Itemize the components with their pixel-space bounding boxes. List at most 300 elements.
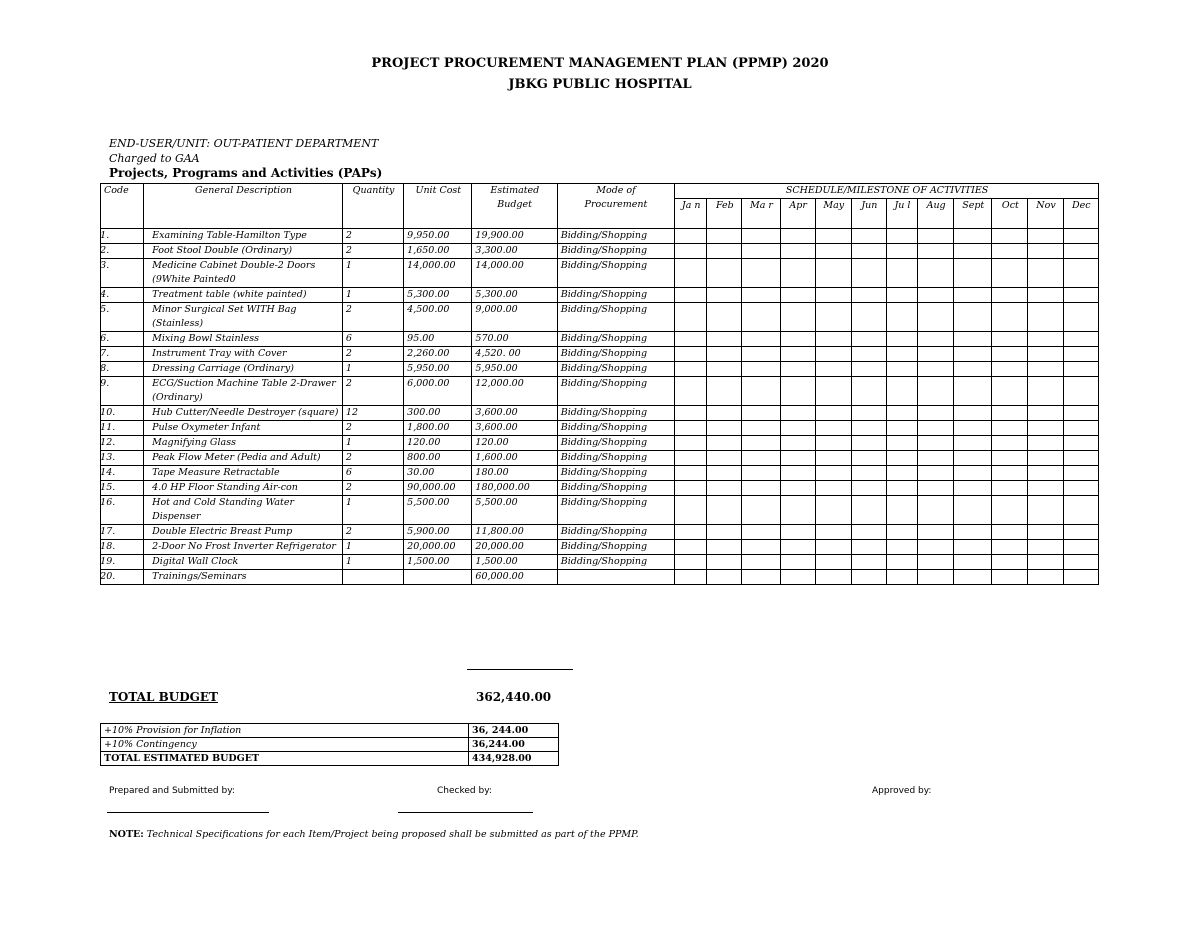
schedule-cell bbox=[886, 570, 917, 585]
schedule-cell bbox=[780, 229, 815, 244]
description-cell bbox=[100, 362, 343, 377]
schedule-cell bbox=[918, 229, 954, 244]
schedule-cell bbox=[707, 332, 742, 347]
header-quantity: Quantity bbox=[342, 184, 403, 229]
schedule-cell bbox=[742, 496, 780, 525]
mode-cell: Bidding/Shopping bbox=[557, 259, 674, 288]
description-cell bbox=[100, 406, 343, 421]
schedule-cell bbox=[780, 303, 815, 332]
item-number: 20. bbox=[100, 571, 116, 582]
budget-cell: 570.00 bbox=[472, 332, 557, 347]
schedule-cell bbox=[886, 332, 917, 347]
item-number: 10. bbox=[100, 407, 116, 418]
summary-row-inflation bbox=[101, 724, 559, 738]
header-estimated-budget: Estimated Budget bbox=[472, 184, 557, 229]
schedule-cell bbox=[1028, 570, 1063, 585]
schedule-cell bbox=[815, 303, 851, 332]
schedule-cell bbox=[675, 555, 707, 570]
schedule-cell bbox=[742, 525, 780, 540]
quantity-cell: 2 bbox=[342, 481, 403, 496]
mode-cell: Bidding/Shopping bbox=[557, 288, 674, 303]
schedule-cell bbox=[1028, 436, 1063, 451]
item-description: Hot and Cold Standing Water Dispenser bbox=[152, 497, 295, 522]
unit-cost-cell: 14,000.00 bbox=[404, 259, 472, 288]
schedule-cell bbox=[1063, 347, 1098, 362]
summary-value: 36, 244.00 bbox=[469, 724, 559, 738]
schedule-cell bbox=[815, 362, 851, 377]
schedule-cell bbox=[1028, 332, 1063, 347]
description-cell bbox=[100, 466, 343, 481]
schedule-cell bbox=[886, 555, 917, 570]
schedule-cell bbox=[851, 436, 886, 451]
mode-cell: Bidding/Shopping bbox=[557, 244, 674, 259]
summary-table bbox=[100, 723, 559, 766]
mode-cell: Bidding/Shopping bbox=[557, 555, 674, 570]
mode-cell: Bidding/Shopping bbox=[557, 406, 674, 421]
item-description: Examining Table-Hamilton Type bbox=[152, 230, 307, 241]
schedule-cell bbox=[886, 466, 917, 481]
schedule-cell bbox=[992, 540, 1028, 555]
mode-cell: Bidding/Shopping bbox=[557, 303, 674, 332]
quantity-cell: 2 bbox=[342, 303, 403, 332]
budget-cell: 1,600.00 bbox=[472, 451, 557, 466]
unit-cost-cell: 5,950.00 bbox=[404, 362, 472, 377]
schedule-cell bbox=[1028, 288, 1063, 303]
schedule-cell bbox=[815, 570, 851, 585]
schedule-cell bbox=[992, 496, 1028, 525]
quantity-cell: 1 bbox=[342, 496, 403, 525]
schedule-cell bbox=[780, 525, 815, 540]
table-row bbox=[101, 288, 1099, 303]
schedule-cell bbox=[886, 481, 917, 496]
schedule-cell bbox=[992, 436, 1028, 451]
item-number: 17. bbox=[100, 526, 116, 537]
schedule-cell bbox=[851, 347, 886, 362]
budget-cell: 5,300.00 bbox=[472, 288, 557, 303]
description-cell bbox=[100, 540, 343, 555]
header-month: Jun bbox=[851, 199, 886, 229]
description-cell bbox=[100, 436, 343, 451]
description-cell bbox=[100, 496, 343, 525]
charged-to: Charged to GAA bbox=[109, 152, 200, 165]
schedule-cell bbox=[742, 288, 780, 303]
summary-value: 434,928.00 bbox=[469, 752, 559, 766]
schedule-cell bbox=[815, 288, 851, 303]
checked-by-label: Checked by: bbox=[437, 786, 492, 796]
unit-cost-cell: 800.00 bbox=[404, 451, 472, 466]
mode-cell: Bidding/Shopping bbox=[557, 332, 674, 347]
schedule-cell bbox=[815, 466, 851, 481]
item-description: Magnifying Glass bbox=[152, 437, 236, 448]
schedule-cell bbox=[780, 332, 815, 347]
schedule-cell bbox=[918, 570, 954, 585]
schedule-cell bbox=[815, 481, 851, 496]
item-description: Tape Measure Retractable bbox=[152, 467, 280, 478]
schedule-cell bbox=[780, 496, 815, 525]
schedule-cell bbox=[1063, 451, 1098, 466]
schedule-cell bbox=[992, 466, 1028, 481]
schedule-cell bbox=[918, 259, 954, 288]
table-row bbox=[101, 436, 1099, 451]
schedule-cell bbox=[815, 540, 851, 555]
schedule-cell bbox=[886, 347, 917, 362]
schedule-cell bbox=[815, 244, 851, 259]
schedule-cell bbox=[675, 436, 707, 451]
schedule-cell bbox=[707, 362, 742, 377]
schedule-cell bbox=[992, 570, 1028, 585]
quantity-cell: 1 bbox=[342, 436, 403, 451]
schedule-cell bbox=[992, 421, 1028, 436]
table-row bbox=[101, 421, 1099, 436]
unit-cost-cell: 20,000.00 bbox=[404, 540, 472, 555]
schedule-cell bbox=[851, 244, 886, 259]
schedule-cell bbox=[742, 303, 780, 332]
unit-cost-cell: 30.00 bbox=[404, 466, 472, 481]
description-cell bbox=[100, 347, 343, 362]
schedule-cell bbox=[954, 540, 992, 555]
schedule-cell bbox=[1028, 466, 1063, 481]
schedule-cell bbox=[954, 436, 992, 451]
budget-cell: 3,300.00 bbox=[472, 244, 557, 259]
item-description: Hub Cutter/Needle Destroyer (square) bbox=[152, 407, 339, 418]
schedule-cell bbox=[675, 421, 707, 436]
schedule-cell bbox=[851, 570, 886, 585]
schedule-cell bbox=[992, 244, 1028, 259]
schedule-cell bbox=[780, 570, 815, 585]
item-number: 7. bbox=[100, 348, 110, 359]
schedule-cell bbox=[742, 406, 780, 421]
table-row bbox=[101, 525, 1099, 540]
schedule-cell bbox=[675, 332, 707, 347]
schedule-cell bbox=[851, 362, 886, 377]
budget-cell: 9,000.00 bbox=[472, 303, 557, 332]
table-row bbox=[101, 481, 1099, 496]
note bbox=[109, 829, 639, 840]
schedule-cell bbox=[815, 525, 851, 540]
schedule-cell bbox=[992, 259, 1028, 288]
schedule-cell bbox=[707, 377, 742, 406]
description-cell bbox=[100, 229, 343, 244]
summary-label: TOTAL ESTIMATED BUDGET bbox=[101, 752, 469, 766]
schedule-cell bbox=[707, 466, 742, 481]
header-month: Apr bbox=[780, 199, 815, 229]
header-unit-cost: Unit Cost bbox=[404, 184, 472, 229]
schedule-cell bbox=[886, 451, 917, 466]
schedule-cell bbox=[918, 347, 954, 362]
mode-cell: Bidding/Shopping bbox=[557, 466, 674, 481]
item-number: 14. bbox=[100, 467, 116, 478]
unit-cost-cell: 5,300.00 bbox=[404, 288, 472, 303]
schedule-cell bbox=[707, 244, 742, 259]
header-mode-of-procurement: Mode of Procurement bbox=[557, 184, 674, 229]
paps-heading: Projects, Programs and Activities (PAPs) bbox=[109, 166, 383, 180]
description-cell bbox=[100, 451, 343, 466]
item-number: 2. bbox=[100, 245, 110, 256]
schedule-cell bbox=[675, 288, 707, 303]
schedule-cell bbox=[1063, 466, 1098, 481]
item-number: 1. bbox=[100, 230, 110, 241]
schedule-cell bbox=[742, 362, 780, 377]
budget-cell: 5,500.00 bbox=[472, 496, 557, 525]
table-row bbox=[101, 347, 1099, 362]
schedule-cell bbox=[780, 362, 815, 377]
schedule-cell bbox=[1028, 244, 1063, 259]
schedule-cell bbox=[675, 496, 707, 525]
schedule-cell bbox=[1063, 332, 1098, 347]
header-month: Ma r bbox=[742, 199, 780, 229]
mode-cell: Bidding/Shopping bbox=[557, 481, 674, 496]
schedule-cell bbox=[675, 377, 707, 406]
schedule-cell bbox=[954, 303, 992, 332]
schedule-cell bbox=[954, 288, 992, 303]
table-row bbox=[101, 570, 1099, 585]
quantity-cell: 2 bbox=[342, 451, 403, 466]
schedule-cell bbox=[954, 496, 992, 525]
schedule-cell bbox=[851, 481, 886, 496]
schedule-cell bbox=[742, 332, 780, 347]
item-number: 6. bbox=[100, 333, 110, 344]
schedule-cell bbox=[886, 229, 917, 244]
header-month: Oct bbox=[992, 199, 1028, 229]
schedule-cell bbox=[992, 377, 1028, 406]
approved-by-label: Approved by: bbox=[872, 786, 932, 796]
unit-cost-cell: 5,900.00 bbox=[404, 525, 472, 540]
schedule-cell bbox=[992, 288, 1028, 303]
schedule-cell bbox=[918, 555, 954, 570]
header-month: May bbox=[815, 199, 851, 229]
mode-cell: Bidding/Shopping bbox=[557, 362, 674, 377]
table-row bbox=[101, 362, 1099, 377]
quantity-cell: 2 bbox=[342, 377, 403, 406]
description-cell bbox=[100, 244, 343, 259]
schedule-cell bbox=[954, 466, 992, 481]
description-cell bbox=[100, 555, 343, 570]
schedule-cell bbox=[1028, 555, 1063, 570]
schedule-cell bbox=[918, 540, 954, 555]
unit-cost-cell: 1,800.00 bbox=[404, 421, 472, 436]
item-description: Trainings/Seminars bbox=[152, 571, 247, 582]
schedule-cell bbox=[815, 421, 851, 436]
schedule-cell bbox=[815, 496, 851, 525]
schedule-cell bbox=[675, 303, 707, 332]
schedule-cell bbox=[954, 451, 992, 466]
schedule-cell bbox=[1063, 421, 1098, 436]
item-description: Dressing Carriage (Ordinary) bbox=[152, 363, 294, 374]
description-cell bbox=[100, 421, 343, 436]
schedule-cell bbox=[675, 347, 707, 362]
item-number: 8. bbox=[100, 363, 110, 374]
schedule-cell bbox=[886, 244, 917, 259]
summary-value: 36,244.00 bbox=[469, 738, 559, 752]
table-row bbox=[101, 451, 1099, 466]
schedule-cell bbox=[851, 466, 886, 481]
item-number: 3. bbox=[100, 260, 110, 271]
schedule-cell bbox=[992, 406, 1028, 421]
item-number: 5. bbox=[100, 304, 110, 315]
schedule-cell bbox=[1063, 570, 1098, 585]
schedule-cell bbox=[675, 244, 707, 259]
schedule-cell bbox=[918, 362, 954, 377]
quantity-cell: 1 bbox=[342, 362, 403, 377]
item-description: ECG/Suction Machine Table 2-Drawer (Ordinary) bbox=[152, 378, 336, 403]
schedule-cell bbox=[707, 259, 742, 288]
header-month: Nov bbox=[1028, 199, 1063, 229]
schedule-cell bbox=[886, 436, 917, 451]
schedule-cell bbox=[1063, 377, 1098, 406]
item-number: 11. bbox=[100, 422, 116, 433]
schedule-cell bbox=[851, 303, 886, 332]
schedule-cell bbox=[851, 555, 886, 570]
table-row bbox=[101, 466, 1099, 481]
schedule-cell bbox=[742, 377, 780, 406]
description-cell bbox=[100, 481, 343, 496]
document-title: PROJECT PROCUREMENT MANAGEMENT PLAN (PPMP) 2020 bbox=[371, 56, 829, 71]
schedule-cell bbox=[886, 406, 917, 421]
schedule-cell bbox=[1063, 525, 1098, 540]
quantity-cell bbox=[342, 570, 403, 585]
schedule-cell bbox=[992, 229, 1028, 244]
schedule-cell bbox=[918, 377, 954, 406]
quantity-cell: 1 bbox=[342, 259, 403, 288]
quantity-cell: 2 bbox=[342, 347, 403, 362]
quantity-cell: 1 bbox=[342, 555, 403, 570]
table-row bbox=[101, 377, 1099, 406]
schedule-cell bbox=[851, 332, 886, 347]
description-cell bbox=[100, 377, 343, 406]
table-row bbox=[101, 229, 1099, 244]
schedule-cell bbox=[851, 421, 886, 436]
mode-cell: Bidding/Shopping bbox=[557, 421, 674, 436]
unit-cost-cell bbox=[404, 570, 472, 585]
schedule-cell bbox=[1063, 406, 1098, 421]
schedule-cell bbox=[675, 229, 707, 244]
budget-cell: 20,000.00 bbox=[472, 540, 557, 555]
budget-cell: 11,800.00 bbox=[472, 525, 557, 540]
description-cell bbox=[100, 525, 343, 540]
unit-cost-cell: 6,000.00 bbox=[404, 377, 472, 406]
description-cell bbox=[100, 332, 343, 347]
schedule-cell bbox=[780, 481, 815, 496]
schedule-cell bbox=[918, 421, 954, 436]
budget-cell: 5,950.00 bbox=[472, 362, 557, 377]
schedule-cell bbox=[780, 436, 815, 451]
schedule-cell bbox=[707, 421, 742, 436]
schedule-cell bbox=[707, 525, 742, 540]
schedule-cell bbox=[918, 466, 954, 481]
schedule-cell bbox=[1028, 540, 1063, 555]
schedule-cell bbox=[954, 229, 992, 244]
schedule-cell bbox=[851, 288, 886, 303]
budget-underline bbox=[467, 669, 573, 670]
schedule-cell bbox=[780, 377, 815, 406]
schedule-cell bbox=[815, 555, 851, 570]
schedule-cell bbox=[1063, 229, 1098, 244]
unit-cost-cell: 5,500.00 bbox=[404, 496, 472, 525]
schedule-cell bbox=[1028, 481, 1063, 496]
budget-cell: 3,600.00 bbox=[472, 406, 557, 421]
schedule-cell bbox=[954, 377, 992, 406]
mode-cell: Bidding/Shopping bbox=[557, 436, 674, 451]
schedule-cell bbox=[886, 288, 917, 303]
schedule-cell bbox=[742, 451, 780, 466]
item-description: Digital Wall Clock bbox=[152, 556, 239, 567]
schedule-cell bbox=[780, 421, 815, 436]
schedule-cell bbox=[780, 347, 815, 362]
schedule-cell bbox=[1063, 362, 1098, 377]
schedule-cell bbox=[675, 525, 707, 540]
schedule-cell bbox=[886, 421, 917, 436]
schedule-cell bbox=[918, 436, 954, 451]
schedule-cell bbox=[954, 244, 992, 259]
schedule-cell bbox=[851, 540, 886, 555]
schedule-cell bbox=[954, 525, 992, 540]
schedule-cell bbox=[707, 496, 742, 525]
schedule-cell bbox=[886, 362, 917, 377]
item-description: Double Electric Breast Pump bbox=[152, 526, 293, 537]
schedule-cell bbox=[707, 570, 742, 585]
schedule-cell bbox=[675, 481, 707, 496]
unit-cost-cell: 120.00 bbox=[404, 436, 472, 451]
budget-cell: 120.00 bbox=[472, 436, 557, 451]
total-budget-value: 362,440.00 bbox=[476, 690, 552, 704]
unit-cost-cell: 1,500.00 bbox=[404, 555, 472, 570]
schedule-cell bbox=[707, 406, 742, 421]
description-cell bbox=[100, 288, 343, 303]
schedule-cell bbox=[954, 347, 992, 362]
schedule-cell bbox=[992, 303, 1028, 332]
schedule-cell bbox=[1063, 436, 1098, 451]
schedule-cell bbox=[992, 451, 1028, 466]
mode-cell: Bidding/Shopping bbox=[557, 451, 674, 466]
schedule-cell bbox=[707, 229, 742, 244]
item-description: Peak Flow Meter (Pedia and Adult) bbox=[152, 452, 321, 463]
schedule-cell bbox=[1028, 525, 1063, 540]
item-description: Medicine Cabinet Double-2 Doors (9White Painted0 bbox=[152, 260, 316, 285]
header-month: Ja n bbox=[675, 199, 707, 229]
schedule-cell bbox=[1028, 347, 1063, 362]
item-number: 16. bbox=[100, 497, 116, 508]
schedule-cell bbox=[675, 259, 707, 288]
schedule-cell bbox=[886, 377, 917, 406]
schedule-cell bbox=[1063, 288, 1098, 303]
mode-cell bbox=[557, 570, 674, 585]
item-description: Pulse Oxymeter Infant bbox=[152, 422, 261, 433]
schedule-cell bbox=[1028, 451, 1063, 466]
schedule-cell bbox=[886, 540, 917, 555]
quantity-cell: 2 bbox=[342, 421, 403, 436]
checked-signature-line bbox=[398, 812, 533, 813]
header-month: Aug bbox=[918, 199, 954, 229]
header-month: Dec bbox=[1063, 199, 1098, 229]
schedule-cell bbox=[675, 362, 707, 377]
schedule-cell bbox=[1063, 555, 1098, 570]
schedule-cell bbox=[992, 362, 1028, 377]
mode-cell: Bidding/Shopping bbox=[557, 496, 674, 525]
schedule-cell bbox=[707, 451, 742, 466]
description-cell bbox=[100, 570, 343, 585]
summary-row-total bbox=[101, 752, 559, 766]
item-description: Minor Surgical Set WITH Bag (Stainless) bbox=[152, 304, 297, 329]
header-month: Feb bbox=[707, 199, 742, 229]
note-label: NOTE: bbox=[109, 829, 144, 840]
item-number: 18. bbox=[100, 541, 116, 552]
schedule-cell bbox=[742, 466, 780, 481]
description-cell bbox=[100, 259, 343, 288]
schedule-cell bbox=[707, 303, 742, 332]
table-row bbox=[101, 259, 1099, 288]
hospital-name: JBKG PUBLIC HOSPITAL bbox=[508, 77, 692, 92]
schedule-cell bbox=[707, 436, 742, 451]
